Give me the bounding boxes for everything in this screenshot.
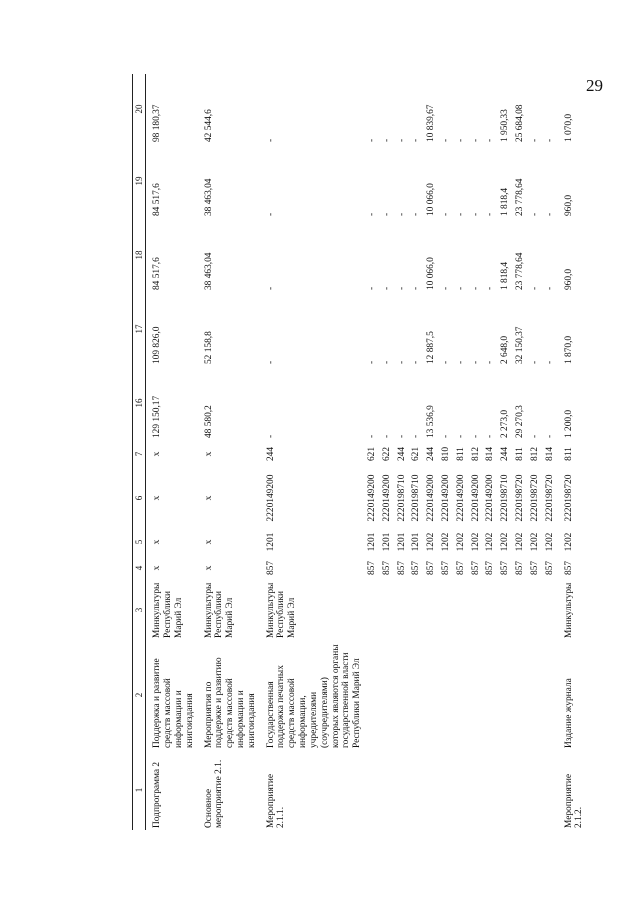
table-row [558,74,588,830]
cell-col-7: 814 [544,446,555,462]
cell-col-4: 857 [515,560,526,576]
cell-col-17: - [411,360,422,364]
cell-col-1 [439,750,454,830]
table-row [543,74,558,830]
cell-col-19: - [265,212,276,216]
cell-col-1: Мероприятие 2.1.2. [563,773,585,828]
cell-col-5: х [203,539,214,545]
cell-col-17: - [455,360,466,364]
cell-col-16: - [529,434,540,438]
cell-col-7: 244 [426,446,437,462]
cell-col-20: - [265,138,276,142]
cell-col-1 [365,750,380,830]
cell-col-19: 960,0 [563,194,574,216]
cell-col-19: 1 818,4 [500,187,511,216]
cell-col-4: 857 [265,560,276,576]
cell-col-7: 621 [366,446,377,462]
cell-col-18: - [396,286,407,290]
cell-col-5: 1201 [411,532,422,552]
cell-col-20: 10 839,67 [426,104,437,142]
cell-col-4: 857 [529,560,540,576]
cell-col-16: - [470,434,481,438]
table-row [439,74,454,830]
cell-col-7: 622 [381,446,392,462]
cell-col-2 [498,640,513,750]
cell-col-4: 857 [426,560,437,576]
cell-col-6: 2220149200 [470,474,481,522]
cell-col-17: 109 826,0 [152,326,163,364]
cell-col-19: - [455,212,466,216]
cell-col-17: 52 158,8 [203,331,214,364]
table-row [424,74,439,830]
cell-col-3 [543,580,558,640]
cell-col-3: Минкультуры [563,582,574,638]
cell-col-4: 857 [470,560,481,576]
cell-col-2 [409,640,424,750]
column-number-18: 18 [133,218,146,292]
cell-col-6: 2220149200 [381,474,392,522]
cell-col-4: 857 [563,560,574,576]
cell-col-1 [513,750,528,830]
cell-col-18: - [544,286,555,290]
cell-col-1: Основное мероприятие 2.1. [203,759,225,828]
cell-col-2: Мероприятия по поддержке и развитию средств массовой информации и книгоиздания [203,657,257,748]
cell-col-7: х [152,451,163,457]
page-number: 29 [586,76,603,95]
cell-col-5: 1202 [470,532,481,552]
cell-col-17: - [544,360,555,364]
cell-col-17: - [441,360,452,364]
cell-col-18: 84 517,6 [152,257,163,290]
cell-col-5: 1202 [515,532,526,552]
cell-col-20: 1 950,33 [500,109,511,142]
column-number-3: 3 [133,580,146,640]
cell-col-16: 129 150,17 [152,395,163,438]
column-number-17: 17 [133,292,146,366]
cell-col-7: 811 [563,447,574,461]
cell-col-16: 2 273,0 [500,409,511,438]
cell-col-2 [469,640,484,750]
cell-col-17: - [265,360,276,364]
table-row [365,74,380,830]
cell-col-18: - [441,286,452,290]
cell-col-16: 48 580,2 [203,405,214,438]
cell-col-6: 2220198720 [544,474,555,522]
cell-col-2 [424,640,439,750]
cell-col-1: Мероприятие 2.1.1. [265,773,287,828]
cell-col-16: - [485,434,496,438]
cell-col-2: Издание журнала [563,678,574,748]
cell-col-19: - [529,212,540,216]
cell-col-17: - [470,360,481,364]
cell-col-17: 2 648,0 [500,335,511,364]
cell-col-4: 857 [500,560,511,576]
cell-col-6: 2220149200 [441,474,452,522]
cell-col-6: х [203,495,214,501]
cell-col-20: - [366,138,377,142]
cell-col-4: 857 [441,560,452,576]
cell-col-6: 2220198720 [529,474,540,522]
cell-col-20: - [411,138,422,142]
cell-col-3 [469,580,484,640]
cell-col-20: - [485,138,496,142]
cell-col-7: 814 [485,446,496,462]
cell-col-16: - [265,434,276,438]
cell-col-18: 1 818,4 [500,261,511,290]
cell-col-5: х [152,539,163,545]
cell-col-18: - [265,286,276,290]
cell-col-2 [439,640,454,750]
cell-col-5: 1201 [366,532,377,552]
cell-col-6: х [152,495,163,501]
cell-col-3: Минкультуры Республики Марий Эл [152,582,184,638]
cell-col-19: - [411,212,422,216]
cell-col-4: х [203,565,214,571]
column-number-5: 5 [133,528,146,556]
cell-col-1 [498,750,513,830]
cell-col-19: - [485,212,496,216]
cell-col-20: - [470,138,481,142]
cell-col-7: 244 [396,446,407,462]
cell-col-16: - [396,434,407,438]
table-row [483,74,498,830]
cell-col-18: 10 066,0 [426,257,437,290]
cell-col-7: 810 [441,446,452,462]
cell-col-4: 857 [396,560,407,576]
cell-col-1 [528,750,543,830]
cell-col-19: 38 463,04 [203,178,214,216]
cell-col-17: - [396,360,407,364]
column-number-19: 19 [133,144,146,218]
cell-col-18: - [529,286,540,290]
table-row [395,74,410,830]
cell-col-20: 1 070,0 [563,113,574,142]
cell-col-17: - [485,360,496,364]
table-row [198,74,260,830]
cell-col-18: 23 778,64 [515,252,526,290]
cell-col-20: - [529,138,540,142]
cell-col-2 [543,640,558,750]
cell-col-5: 1202 [544,532,555,552]
cell-col-16: - [411,434,422,438]
column-number-row [133,74,146,830]
cell-col-17: 32 150,37 [515,326,526,364]
cell-col-1 [469,750,484,830]
cell-col-6: 2220198710 [396,474,407,522]
cell-col-2 [528,640,543,750]
cell-col-2 [454,640,469,750]
cell-col-1 [543,750,558,830]
rotated-table-container [132,74,622,830]
cell-col-7: 812 [529,446,540,462]
cell-col-20: - [455,138,466,142]
budget-table [132,74,587,830]
table-row [513,74,528,830]
cell-col-20: 25 684,08 [515,104,526,142]
cell-col-5: 1202 [563,532,574,552]
cell-col-3 [424,580,439,640]
cell-col-3 [395,580,410,640]
cell-col-16: - [381,434,392,438]
cell-col-2: Государственная поддержка печатных средств массовой информации, учредителями (соучредителями) которых являются органы государственной власти Республики Марий Эл [265,644,363,748]
cell-col-5: 1202 [529,532,540,552]
cell-col-5: 1202 [441,532,452,552]
cell-col-3 [528,580,543,640]
table-row [469,74,484,830]
cell-col-17: 12 887,5 [426,331,437,364]
cell-col-1 [454,750,469,830]
cell-col-3 [513,580,528,640]
cell-col-1: Подпрограмма 2 [152,761,163,828]
cell-col-1 [395,750,410,830]
cell-col-6: 2220149200 [426,474,437,522]
cell-col-5: 1201 [396,532,407,552]
table-row [260,74,365,830]
cell-col-3 [439,580,454,640]
cell-col-7: 244 [500,446,511,462]
column-number-4: 4 [133,556,146,580]
cell-col-7: 811 [455,447,466,461]
cell-col-6: 2220198720 [563,474,574,522]
cell-col-20: - [381,138,392,142]
cell-col-16: - [441,434,452,438]
cell-col-20: - [441,138,452,142]
cell-col-16: - [366,434,377,438]
cell-col-18: 38 463,04 [203,252,214,290]
cell-col-6: 2220149200 [265,474,276,522]
cell-col-5: 1202 [426,532,437,552]
cell-col-19: - [366,212,377,216]
cell-col-4: 857 [544,560,555,576]
cell-col-5: 1202 [500,532,511,552]
cell-col-3: Минкультуры Республики Марий Эл [203,582,236,638]
cell-col-19: 23 778,64 [515,178,526,216]
cell-col-2 [395,640,410,750]
column-number-2: 2 [133,640,146,750]
cell-col-2 [365,640,380,750]
cell-col-19: - [441,212,452,216]
column-number-1: 1 [133,750,146,830]
cell-col-16: - [455,434,466,438]
cell-col-20: 42 544,6 [203,109,214,142]
cell-col-6: 2220149200 [366,474,377,522]
cell-col-20: 98 180,37 [152,104,163,142]
cell-col-6: 2220198710 [500,474,511,522]
cell-col-16: - [544,434,555,438]
cell-col-4: 857 [455,560,466,576]
cell-col-16: 29 270,3 [515,405,526,438]
cell-col-17: 1 870,0 [563,335,574,364]
cell-col-7: 811 [515,447,526,461]
cell-col-7: х [203,451,214,457]
cell-col-18: - [381,286,392,290]
column-number-20: 20 [133,74,146,144]
table-row [454,74,469,830]
cell-col-17: - [381,360,392,364]
cell-col-3 [483,580,498,640]
cell-col-19: - [396,212,407,216]
cell-col-18: - [485,286,496,290]
cell-col-4: х [152,565,163,571]
cell-col-19: - [381,212,392,216]
cell-col-2 [513,640,528,750]
cell-col-20: - [396,138,407,142]
cell-col-1 [424,750,439,830]
cell-col-18: - [455,286,466,290]
cell-col-5: 1201 [265,532,276,552]
cell-col-3 [454,580,469,640]
cell-col-3 [380,580,395,640]
table-row [146,74,198,830]
cell-col-17: - [529,360,540,364]
cell-col-6: 2220198710 [411,474,422,522]
table-row [380,74,395,830]
cell-col-5: 1201 [381,532,392,552]
cell-col-4: 857 [366,560,377,576]
cell-col-2 [483,640,498,750]
cell-col-7: 244 [265,446,276,462]
cell-col-2: Поддержка и развитие средств массовой информации и книгоиздания [152,658,195,748]
table-row [498,74,513,830]
cell-col-3: Минкультуры Республики Марий Эл [265,582,298,638]
cell-col-6: 2220149200 [455,474,466,522]
cell-col-18: - [366,286,377,290]
cell-col-17: - [366,360,377,364]
table-row [409,74,424,830]
cell-col-19: - [544,212,555,216]
cell-col-7: 621 [411,446,422,462]
cell-col-3 [498,580,513,640]
column-number-16: 16 [133,366,146,440]
table-row [528,74,543,830]
cell-col-7: 812 [470,446,481,462]
column-number-7: 7 [133,440,146,468]
cell-col-18: - [470,286,481,290]
cell-col-6: 2220149200 [485,474,496,522]
cell-col-4: 857 [381,560,392,576]
column-number-6: 6 [133,468,146,528]
cell-col-19: - [470,212,481,216]
cell-col-5: 1202 [485,532,496,552]
cell-col-3 [409,580,424,640]
cell-col-4: 857 [411,560,422,576]
cell-col-6: 2220198720 [515,474,526,522]
cell-col-4: 857 [485,560,496,576]
cell-col-19: 84 517,6 [152,183,163,216]
cell-col-18: 960,0 [563,268,574,290]
cell-col-1 [483,750,498,830]
cell-col-16: 1 200,0 [563,409,574,438]
cell-col-20: - [544,138,555,142]
cell-col-18: - [411,286,422,290]
cell-col-1 [380,750,395,830]
cell-col-3 [365,580,380,640]
cell-col-2 [380,640,395,750]
cell-col-5: 1202 [455,532,466,552]
cell-col-16: 13 536,9 [426,405,437,438]
cell-col-1 [409,750,424,830]
cell-col-19: 10 066,0 [426,183,437,216]
table-body [146,74,587,830]
